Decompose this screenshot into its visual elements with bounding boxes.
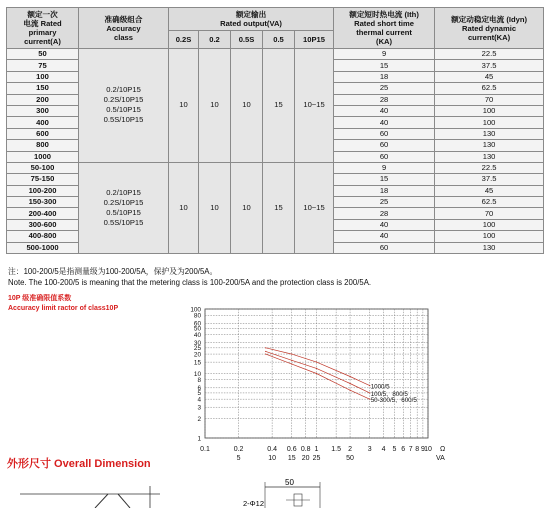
series-point: [265, 347, 266, 348]
header-dynamic: 额定动稳定电流 (Idyn) Rated dynamic current(KA): [435, 8, 544, 49]
x-unit-va: VA: [436, 455, 445, 462]
dimension-width-label: 50: [285, 478, 294, 487]
series-point: [291, 363, 292, 364]
cell-primary-current: 75-150: [7, 174, 79, 185]
series-point: [316, 362, 317, 363]
cell-dynamic-current: 45: [435, 71, 544, 82]
y-tick-label: 40: [193, 331, 201, 339]
accuracy-class: 0.5/10P15: [106, 105, 141, 115]
cell-dynamic-current: 37.5: [435, 60, 544, 71]
cell-primary-current: 75: [7, 60, 79, 71]
cell-rated-output: 10: [199, 162, 231, 253]
x-tick-label: 0.6: [286, 446, 297, 453]
accuracy-class: 0.5S/10P15: [103, 217, 144, 227]
spec-table: [6, 7, 544, 254]
cell-dynamic-current: 130: [435, 140, 544, 151]
series-point: [349, 390, 350, 391]
series-point: [316, 368, 317, 369]
x-tick-label: 4: [381, 446, 386, 453]
series-point: [349, 376, 350, 377]
x-tick-label-va: 50: [346, 455, 354, 462]
series-label: 1000/5: [370, 383, 390, 391]
y-tick-label: 25: [193, 345, 201, 353]
series-label: 100/5、800/5: [370, 390, 408, 398]
cell-accuracy-group: [79, 162, 169, 253]
y-tick-label: 60: [193, 320, 201, 328]
cell-thermal-current: 15: [334, 174, 435, 185]
cell-thermal-current: 40: [334, 105, 435, 116]
header-accuracy: 准确级组合 Accuracy class: [79, 8, 169, 49]
note-en: Note. The 100-200/5 is meaning that the metering class is 100-200/5A and the protection class is 200/5A.: [8, 278, 372, 287]
x-tick-label: 6: [401, 446, 406, 453]
x-tick-label-va: 5: [236, 455, 241, 462]
chart-title-cn: 10P 级准确限值系数: [8, 295, 72, 302]
x-tick-label: 0.2: [233, 446, 244, 453]
cell-primary-current: 50-100: [7, 162, 79, 173]
cell-primary-current: 600: [7, 128, 79, 139]
accuracy-class: 0.2S/10P15: [103, 197, 144, 207]
y-tick-label: 80: [193, 312, 201, 320]
note-cn: 注：100-200/5是指测量级为100-200/5A，保护及为200/5A。: [8, 267, 218, 276]
cell-primary-current: 50: [7, 49, 79, 60]
cell-rated-output: 10: [199, 49, 231, 163]
x-tick-label: 10: [424, 446, 432, 453]
x-tick-label: 5: [392, 446, 397, 453]
cell-primary-current: 400-800: [7, 231, 79, 242]
cell-primary-current: 200-400: [7, 208, 79, 219]
cell-thermal-current: 18: [334, 71, 435, 82]
cell-thermal-current: 25: [334, 197, 435, 208]
y-tick-label: 15: [193, 359, 201, 367]
cell-dynamic-current: 22.5: [435, 162, 544, 173]
x-unit-ohm: Ω: [440, 446, 446, 453]
cell-accuracy-group: [79, 49, 169, 163]
x-tick-label: 2: [348, 446, 353, 453]
x-tick-label: 9: [420, 446, 425, 453]
series-point: [265, 353, 266, 354]
cell-dynamic-current: 130: [435, 128, 544, 139]
cell-dynamic-current: 130: [435, 151, 544, 162]
cell-thermal-current: 40: [334, 231, 435, 242]
cell-rated-output: 10: [231, 49, 263, 163]
cell-dynamic-current: 70: [435, 208, 544, 219]
accuracy-class: 0.5/10P15: [106, 207, 141, 217]
series-point: [349, 383, 350, 384]
table-row: [7, 162, 544, 173]
cell-thermal-current: 15: [334, 60, 435, 71]
cell-dynamic-current: 100: [435, 231, 544, 242]
y-tick-label: 100: [190, 306, 201, 314]
accuracy-class: 0.2S/10P15: [103, 95, 144, 105]
cell-rated-output: 10: [169, 49, 199, 163]
cell-dynamic-current: 62.5: [435, 197, 544, 208]
cell-thermal-current: 60: [334, 242, 435, 253]
cell-rated-output: 10~15: [295, 49, 334, 163]
header-output-0.2: 0.2: [199, 31, 231, 49]
accuracy-class: 0.2/10P15: [106, 85, 141, 95]
chart-title-en: Accuracy limit ractor of class10P: [8, 305, 119, 312]
cell-dynamic-current: 45: [435, 185, 544, 196]
cell-primary-current: 1000: [7, 151, 79, 162]
cell-dynamic-current: 100: [435, 105, 544, 116]
table-row: [7, 49, 544, 60]
cell-thermal-current: 18: [334, 185, 435, 196]
header-current: 额定一次 电流 Rated primary current(A): [7, 8, 79, 49]
y-tick-label: 3: [197, 404, 201, 412]
x-tick-label: 8: [415, 446, 420, 453]
cell-primary-current: 300-600: [7, 219, 79, 230]
cell-thermal-current: 60: [334, 128, 435, 139]
x-tick-label-va: 15: [287, 455, 296, 462]
accuracy-class: 0.5S/10P15: [103, 115, 144, 125]
cell-primary-current: 500-1000: [7, 242, 79, 253]
cell-dynamic-current: 22.5: [435, 49, 544, 60]
series-point: [265, 351, 266, 352]
cell-primary-current: 100-200: [7, 185, 79, 196]
series-point: [316, 373, 317, 374]
cell-dynamic-current: 100: [435, 219, 544, 230]
x-tick-label: 3: [367, 446, 372, 453]
x-tick-label: 0.1: [200, 446, 210, 453]
core-edge-left: [95, 494, 108, 508]
cell-thermal-current: 28: [334, 94, 435, 105]
cell-thermal-current: 28: [334, 208, 435, 219]
y-tick-label: 8: [197, 377, 201, 385]
accuracy-class: 0.2/10P15: [106, 187, 141, 197]
y-tick-label: 10: [193, 370, 201, 378]
y-tick-label: 1: [197, 435, 201, 443]
cell-dynamic-current: 37.5: [435, 174, 544, 185]
x-tick-label-va: 25: [312, 455, 321, 462]
cell-rated-output: 10: [169, 162, 199, 253]
dimension-title: 外形尺寸 Overall Dimension: [7, 458, 151, 470]
y-tick-label: 2: [197, 415, 201, 423]
cell-primary-current: 300: [7, 105, 79, 116]
cell-thermal-current: 9: [334, 49, 435, 60]
cell-dynamic-current: 130: [435, 242, 544, 253]
table-body: [7, 49, 544, 254]
y-tick-label: 50: [193, 325, 201, 333]
cell-dynamic-current: 100: [435, 117, 544, 128]
cell-thermal-current: 60: [334, 151, 435, 162]
x-tick-label-va: 10: [268, 455, 277, 462]
x-tick-label-va: 20: [301, 455, 310, 462]
dimension-drawing: [0, 474, 548, 508]
cell-rated-output: 10: [231, 162, 263, 253]
cell-rated-output: 15: [263, 162, 295, 253]
cell-thermal-current: 9: [334, 162, 435, 173]
cell-dynamic-current: 62.5: [435, 83, 544, 94]
core-edge-right: [118, 494, 130, 508]
header-output: 额定输出 Rated output(VA): [169, 8, 334, 31]
cell-rated-output: 10~15: [295, 162, 334, 253]
y-tick-label: 4: [197, 396, 201, 404]
cell-primary-current: 150-300: [7, 197, 79, 208]
series-point: [291, 353, 292, 354]
dimension-hole-label: 2-Φ12: [243, 499, 264, 508]
cell-rated-output: 15: [263, 49, 295, 163]
header-output-0.5: 0.5: [263, 31, 295, 49]
series-label: 50-300/5、600/5: [370, 397, 417, 405]
y-tick-label: 5: [197, 390, 201, 398]
x-tick-label: 0.4: [267, 446, 277, 453]
cell-primary-current: 800: [7, 140, 79, 151]
header-thermal: 额定短时热电流 (Ith) Rated short time thermal current (KA): [334, 8, 435, 49]
y-tick-label: 20: [193, 351, 201, 359]
x-tick-label: 1: [314, 446, 319, 453]
y-tick-label: 6: [197, 385, 201, 393]
cell-thermal-current: 40: [334, 219, 435, 230]
series-point: [291, 360, 292, 361]
x-tick-label: 1.5: [331, 446, 342, 453]
x-tick-label: 7: [408, 446, 413, 453]
x-tick-label: 0.8: [300, 446, 311, 453]
cell-thermal-current: 60: [334, 140, 435, 151]
cell-primary-current: 100: [7, 71, 79, 82]
cell-primary-current: 200: [7, 94, 79, 105]
y-tick-label: 30: [193, 340, 201, 348]
cell-primary-current: 400: [7, 117, 79, 128]
cell-primary-current: 150: [7, 83, 79, 94]
header-output-10P15: 10P15: [295, 31, 334, 49]
cell-thermal-current: 40: [334, 117, 435, 128]
cell-dynamic-current: 70: [435, 94, 544, 105]
accuracy-limit-chart: [0, 295, 548, 465]
header-output-0.5S: 0.5S: [231, 31, 263, 49]
cell-thermal-current: 25: [334, 83, 435, 94]
header-output-0.2S: 0.2S: [169, 31, 199, 49]
